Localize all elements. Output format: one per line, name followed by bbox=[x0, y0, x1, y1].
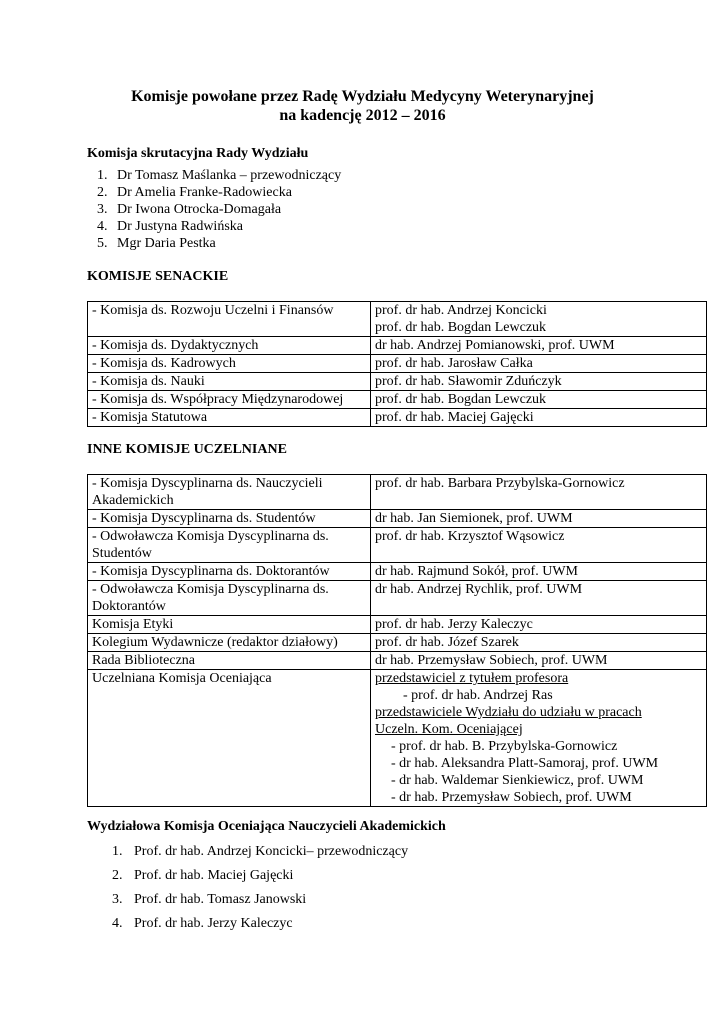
page-title bbox=[0, 87, 725, 125]
list-item: 4. Dr Justyna Radwińska bbox=[97, 219, 243, 234]
table-row: - Komisja Statutowa prof. dr hab. Maciej Gajęcki bbox=[88, 409, 707, 427]
table-row: - Komisja ds. Nauki prof. dr hab. Sławomir Zduńczyk bbox=[88, 373, 707, 391]
heading-skrutacyjna: Komisja skrutacyjna Rady Wydziału bbox=[87, 146, 309, 161]
table-row: - Komisja ds. Dydaktycznych dr hab. Andrzej Pomianowski, prof. UWM bbox=[88, 337, 707, 355]
list-item: 2. Dr Amelia Franke-Radowiecka bbox=[97, 185, 292, 200]
title-line-2: na kadencję 2012 – 2016 bbox=[279, 107, 446, 124]
list-item: 1. Dr Tomasz Maślanka – przewodniczący bbox=[97, 168, 342, 183]
list-item: 4. Prof. dr hab. Jerzy Kaleczyc bbox=[112, 916, 293, 931]
table-row: - Komisja ds. Współpracy Międzynarodowej prof. dr hab. Bogdan Lewczuk bbox=[88, 391, 707, 409]
heading-inne: INNE KOMISJE UCZELNIANE bbox=[87, 442, 287, 457]
table-row: - Komisja ds. Kadrowych prof. dr hab. Jarosław Całka bbox=[88, 355, 707, 373]
list-item: 3. Dr Iwona Otrocka-Domagała bbox=[97, 202, 282, 217]
title-line-1: Komisje powołane przez Radę Wydziału Medycyny Weterynaryjnej bbox=[131, 88, 594, 105]
table-row: - Odwoławcza Komisja Dyscyplinarna ds. Studentów prof. dr hab. Krzysztof Wąsowicz bbox=[88, 528, 707, 563]
list-item: 5. Mgr Daria Pestka bbox=[97, 236, 216, 251]
inne-table bbox=[87, 474, 707, 807]
table-row: - Komisja Dyscyplinarna ds. Nauczycieli Akademickich prof. dr hab. Barbara Przybylska-Gornowicz bbox=[88, 475, 707, 510]
list-item: 1. Prof. dr hab. Andrzej Koncicki– przewodniczący bbox=[112, 844, 409, 859]
table-row: Uczelniana Komisja Oceniająca przedstawiciel z tytułem profesora - prof. dr hab. Andrzej Ras przedstawiciele Wydziału do udziału w pracach Uczeln. Kom. Oceniającej - prof. dr hab. B. Przybylska-Gornowicz - dr hab. Aleksandra Platt-Samoraj, prof. UWM - dr hab. Waldemar Sienkiewicz, prof. UWM - dr hab. Przemysław Sobiech, prof. UWM bbox=[88, 670, 707, 807]
table-row: - Komisja ds. Rozwoju Uczelni i Finansów prof. dr hab. Andrzej Koncicki prof. dr hab. Bogdan Lewczuk bbox=[88, 302, 707, 337]
wydzialowa-list bbox=[112, 843, 408, 939]
prof-label: przedstawiciel z tytułem profesora bbox=[375, 671, 569, 686]
table-row: Rada Biblioteczna dr hab. Przemysław Sobiech, prof. UWM bbox=[88, 652, 707, 670]
table-row: - Komisja Dyscyplinarna ds. Doktorantów dr hab. Rajmund Sokół, prof. UWM bbox=[88, 563, 707, 581]
heading-wydzialowa: Wydziałowa Komisja Oceniająca Nauczycieli Akademickich bbox=[87, 819, 446, 834]
list-item: 2. Prof. dr hab. Maciej Gajęcki bbox=[112, 868, 294, 883]
wydzial-label: przedstawiciele Wydziału do udziału w pracach bbox=[375, 705, 642, 720]
heading-senackie: KOMISJE SENACKIE bbox=[87, 269, 229, 284]
table-row: Komisja Etyki prof. dr hab. Jerzy Kaleczyc bbox=[88, 616, 707, 634]
table-row: Kolegium Wydawnicze (redaktor działowy) prof. dr hab. Józef Szarek bbox=[88, 634, 707, 652]
list-item: 3. Prof. dr hab. Tomasz Janowski bbox=[112, 892, 307, 907]
table-row: - Komisja Dyscyplinarna ds. Studentów dr hab. Jan Siemionek, prof. UWM bbox=[88, 510, 707, 528]
senackie-table bbox=[87, 301, 707, 427]
table-row: - Odwoławcza Komisja Dyscyplinarna ds. Doktorantów dr hab. Andrzej Rychlik, prof. UWM bbox=[88, 581, 707, 616]
skrutacyjna-list bbox=[87, 167, 341, 252]
